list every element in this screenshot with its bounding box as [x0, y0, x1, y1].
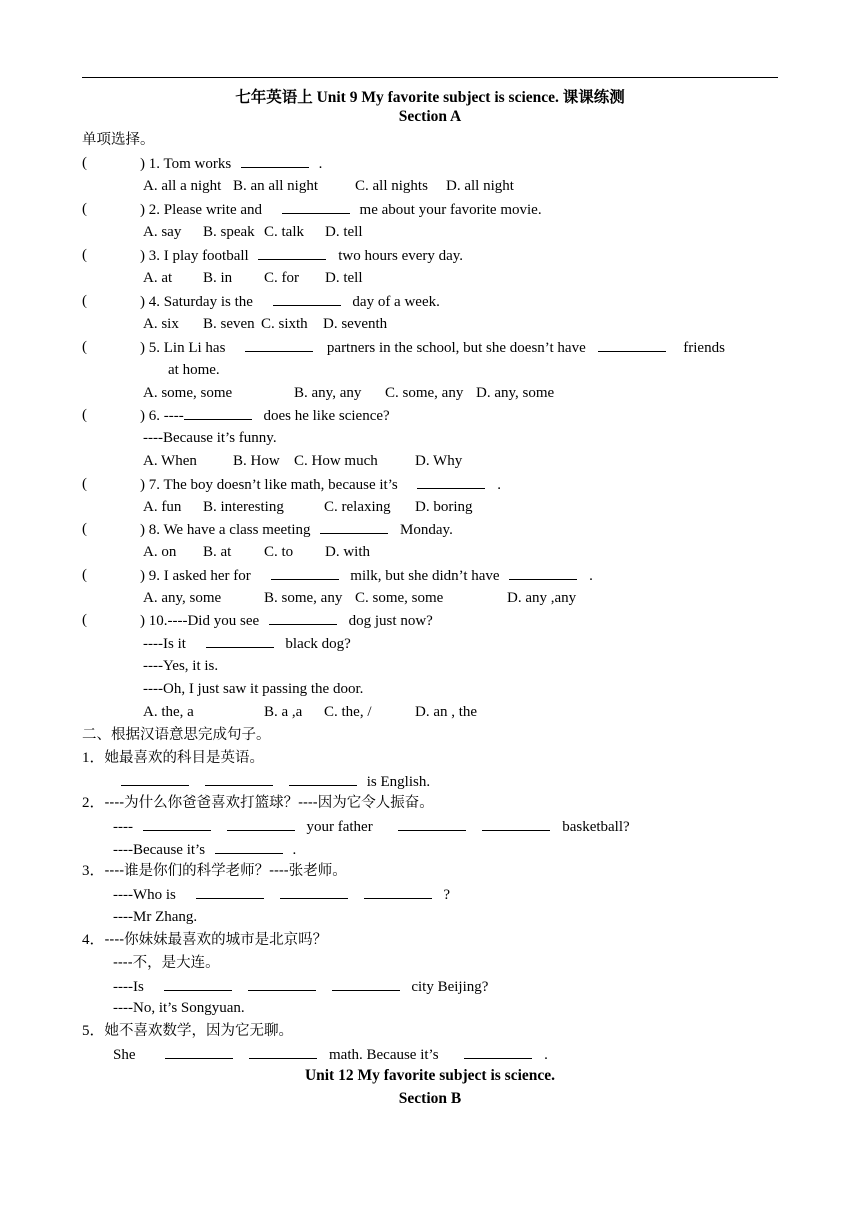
header-rule: [82, 77, 778, 78]
option-c: C. to: [264, 544, 294, 560]
option-a: A. on: [143, 544, 177, 560]
question-stem: .: [497, 477, 501, 493]
sentence-text: ?: [443, 887, 451, 903]
question-stem: ) 7. The boy doesn’t like math, because it’s: [140, 477, 398, 493]
question-9: [140, 565, 593, 585]
translate-item-3: [82, 861, 347, 881]
answer-blank[interactable]: [364, 884, 432, 899]
option-a: A. fun: [143, 499, 182, 515]
question-stem: ) 2. Please write and: [140, 202, 263, 218]
option-a: A. When: [143, 453, 197, 469]
sentence-text: basketball?: [562, 819, 630, 835]
answer-paren: (: [82, 521, 87, 537]
answer-paren: (: [82, 476, 87, 492]
answer-blank[interactable]: [245, 337, 313, 352]
option-a: A. at: [143, 270, 173, 286]
item-number: 4．: [82, 932, 105, 948]
sentence-text: math. Because it’s: [329, 1047, 439, 1063]
option-d: D. with: [325, 544, 370, 560]
answer-paren: (: [82, 201, 87, 217]
answer-blank[interactable]: [249, 1044, 317, 1059]
answer-blank[interactable]: [165, 1044, 233, 1059]
section-b-unit-title: Unit 12 My favorite subject is science.: [304, 1067, 556, 1084]
answer-blank[interactable]: [205, 771, 273, 786]
question-stem: .: [318, 156, 323, 172]
option-c: C. the, /: [324, 704, 372, 720]
sentence-text: .: [544, 1047, 548, 1063]
question-continuation: at home.: [168, 362, 220, 378]
question-stem: .: [589, 568, 593, 584]
chinese-sentence: ----为什么你爸爸喜欢打篮球？----因为它令人振奋。: [104, 795, 434, 811]
answer-blank[interactable]: [271, 565, 339, 580]
answer-blank[interactable]: [121, 771, 189, 786]
option-d: D. any, some: [476, 385, 555, 401]
sentence-text: ----: [113, 819, 133, 835]
question-stem: ) 9. I asked her for: [140, 568, 251, 584]
page-title: 七年英语上 Unit 9 My favorite subject is science. 课课练测: [235, 89, 625, 106]
question-5: [140, 337, 725, 357]
sentence-text: ----Because it’s: [113, 842, 206, 858]
english-sentence: [121, 771, 430, 791]
chinese-sentence: ----你妹妹最喜欢的城市是北京吗？: [104, 932, 328, 948]
translate-item-5: [82, 1021, 293, 1041]
question-stem: ) 3. I play football: [140, 248, 249, 264]
option-a: A. the, a: [143, 704, 194, 720]
item-number: 3．: [82, 863, 105, 879]
answer-blank[interactable]: [282, 199, 350, 214]
chinese-sentence: ----不，是大连。: [113, 955, 220, 971]
question-stem: two hours every day.: [338, 248, 464, 264]
answer-blank[interactable]: [258, 245, 326, 260]
answer-blank[interactable]: [273, 291, 341, 306]
section-b-title: Section B: [398, 1090, 462, 1107]
question-continuation: ----Oh, I just saw it passing the door.: [143, 681, 364, 697]
sentence-text: city Beijing?: [411, 979, 489, 995]
question-stem: partners in the school, but she doesn’t have: [326, 340, 586, 356]
answer-blank[interactable]: [509, 565, 577, 580]
answer-blank[interactable]: [196, 884, 264, 899]
question-1: [140, 153, 322, 173]
option-b: B. at: [203, 544, 232, 560]
answer-blank[interactable]: [289, 771, 357, 786]
option-d: D. any ,any: [507, 590, 577, 606]
option-a: A. say: [143, 224, 182, 240]
answer-paren: (: [82, 339, 87, 355]
answer-paren: (: [82, 567, 87, 583]
option-c: C. for: [264, 270, 299, 286]
sentence-text: .: [292, 842, 297, 858]
question-7: [140, 474, 501, 494]
english-sentence: [113, 839, 296, 859]
answer-blank[interactable]: [227, 816, 295, 831]
option-b: B. speak: [203, 224, 255, 240]
sentence-text: ----Is: [113, 979, 144, 995]
question-stem: ) 8. We have a class meeting: [140, 522, 311, 538]
translate-item-1: [82, 748, 264, 768]
option-d: D. tell: [325, 270, 363, 286]
option-c: C. sixth: [261, 316, 308, 332]
answer-blank[interactable]: [417, 474, 485, 489]
answer-blank[interactable]: [332, 976, 400, 991]
option-b: B. some, any: [264, 590, 343, 606]
question-4: [140, 291, 440, 311]
answer-paren: (: [82, 407, 87, 423]
option-b: B. interesting: [203, 499, 284, 515]
answer-paren: (: [82, 293, 87, 309]
option-c: C. talk: [264, 224, 304, 240]
question-6: [140, 405, 390, 425]
answer-blank[interactable]: [280, 884, 348, 899]
question-stem: ----Is it: [143, 636, 186, 652]
question-continuation: ----Yes, it is.: [143, 658, 219, 674]
question-stem: milk, but she didn’t have: [350, 568, 500, 584]
question-3: [140, 245, 463, 265]
option-b: B. an all night: [233, 178, 318, 194]
question-stem: black dog?: [285, 636, 351, 652]
option-c: C. relaxing: [324, 499, 391, 515]
chinese-sentence: 她最喜欢的科目是英语。: [104, 750, 265, 766]
chinese-sentence: 她不喜欢数学，因为它无聊。: [104, 1023, 294, 1039]
answer-blank[interactable]: [464, 1044, 532, 1059]
option-d: D. all night: [446, 178, 514, 194]
sentence-text: your father: [306, 819, 373, 835]
english-sentence: [113, 884, 450, 904]
option-c: C. some, any: [385, 385, 464, 401]
question-2: [140, 199, 542, 219]
item-number: 5．: [82, 1023, 105, 1039]
question-stem: ) 4. Saturday is the: [140, 294, 253, 310]
answer-blank[interactable]: [598, 337, 666, 352]
item-number: 1．: [82, 750, 105, 766]
question-stem: ) 10.----Did you see: [140, 613, 260, 629]
option-d: D. seventh: [323, 316, 388, 332]
option-b: B. any, any: [294, 385, 362, 401]
question-stem: ) 1. Tom works: [140, 156, 232, 172]
option-d: D. an , the: [415, 704, 478, 720]
sentence-text: She: [113, 1047, 136, 1063]
answer-blank[interactable]: [143, 816, 211, 831]
question-stem: day of a week.: [352, 294, 440, 310]
english-sentence: ----No, it’s Songyuan.: [113, 1000, 245, 1016]
english-sentence: ----Mr Zhang.: [113, 909, 198, 925]
answer-blank[interactable]: [206, 633, 274, 648]
question-stem: ) 6. ----: [140, 408, 184, 424]
answer-blank[interactable]: [248, 976, 316, 991]
translate-item-2: [82, 793, 434, 813]
question-10: [140, 610, 433, 630]
option-b: B. How: [233, 453, 280, 469]
option-c: C. some, some: [355, 590, 444, 606]
option-a: A. all a night: [143, 178, 222, 194]
option-b: B. a ,a: [264, 704, 303, 720]
answer-blank[interactable]: [482, 816, 550, 831]
answer-paren: (: [82, 247, 87, 263]
question-stem: Monday.: [400, 522, 453, 538]
section-a-title: Section A: [398, 108, 462, 125]
answer-blank[interactable]: [241, 153, 309, 168]
option-d: D. boring: [415, 499, 473, 515]
sentence-text: is English.: [366, 774, 431, 790]
answer-blank[interactable]: [164, 976, 232, 991]
answer-blank[interactable]: [184, 405, 252, 420]
question-stem: friends: [683, 340, 725, 356]
sentence-text: ----Who is: [113, 887, 176, 903]
english-sentence: [113, 816, 630, 836]
answer-blank[interactable]: [215, 839, 283, 854]
option-b: B. in: [203, 270, 233, 286]
translate-item-4: [82, 930, 327, 950]
option-a: A. any, some: [143, 590, 222, 606]
option-c: C. How much: [294, 453, 378, 469]
option-a: A. six: [143, 316, 179, 332]
question-stem: does he like science?: [263, 408, 390, 424]
question-continuation: [143, 633, 351, 653]
answer-blank[interactable]: [269, 610, 337, 625]
option-a: A. some, some: [143, 385, 233, 401]
answer-paren: (: [82, 155, 87, 171]
option-c: C. all nights: [355, 178, 428, 194]
item-number: 2．: [82, 795, 105, 811]
answer-paren: (: [82, 612, 87, 628]
option-d: D. Why: [415, 453, 463, 469]
question-8: [140, 519, 453, 539]
part1-heading: 单项选择。: [82, 132, 155, 148]
english-sentence: [113, 1044, 548, 1064]
part2-heading: 二、根据汉语意思完成句子。: [82, 727, 271, 743]
option-d: D. tell: [325, 224, 363, 240]
answer-blank[interactable]: [320, 519, 388, 534]
chinese-sentence: ----谁是你们的科学老师？----张老师。: [104, 863, 347, 879]
question-stem: ) 5. Lin Li has: [140, 340, 226, 356]
english-sentence: [113, 976, 488, 996]
question-stem: dog just now?: [348, 613, 433, 629]
option-b: B. seven: [203, 316, 255, 332]
question-stem: me about your favorite movie.: [359, 202, 542, 218]
answer-blank[interactable]: [398, 816, 466, 831]
question-continuation: ----Because it’s funny.: [143, 430, 277, 446]
